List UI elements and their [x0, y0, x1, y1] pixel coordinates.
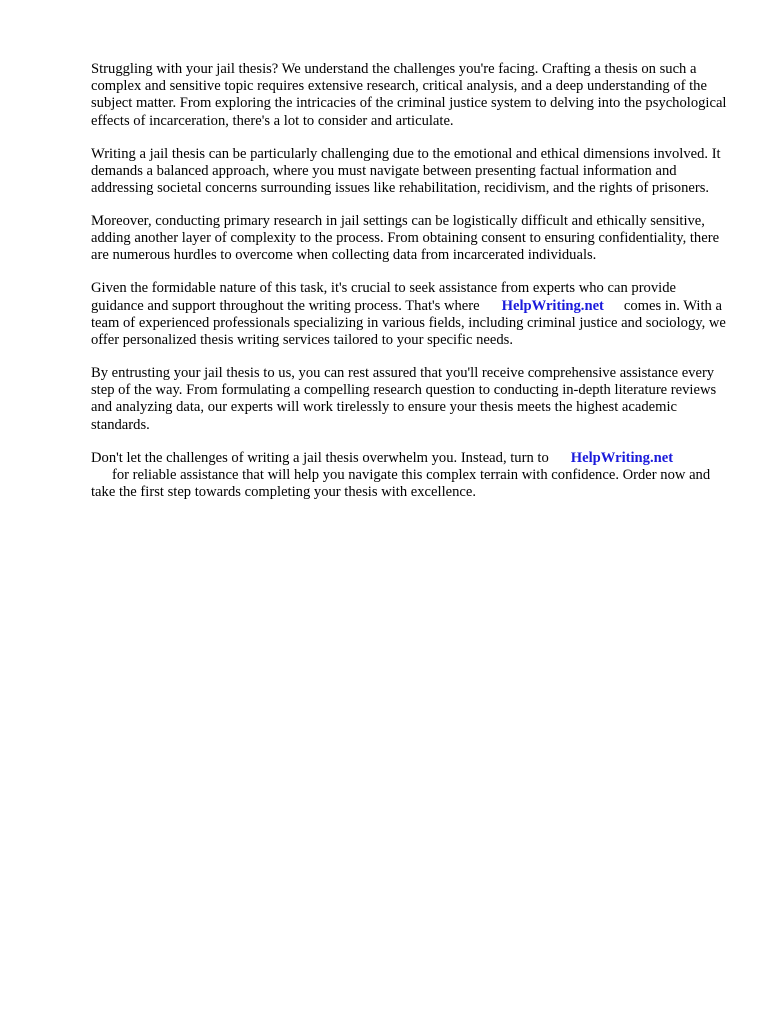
helpwriting-link-closing[interactable]: HelpWriting.net: [570, 449, 674, 466]
helpwriting-link[interactable]: HelpWriting.net: [501, 297, 604, 314]
paragraph-research: Moreover, conducting primary research in jail settings can be logistically difficult and ethically sensitive, adding another layer of complexity to the process. From obtaining consent to ensuring confidentiality, there are numerous hurdles to overcome when collecting data from incarcerated individuals.: [91, 213, 720, 264]
paragraph-intro: Struggling with your jail thesis? We understand the challenges you're facing. Crafting a thesis on such a complex and sensitive topic requires extensive research, critical analysis, and a deep understanding of the subject matter. From exploring the intricacies of the criminal justice system to delving into the psychological effects of incarceration, there's a lot to consider and articulate.: [91, 61, 727, 129]
paragraph-entrusting: By entrusting your jail thesis to us, you can rest assured that you'll receive comprehensive assistance every step of the way. From formulating a compelling research question to conducting in-depth literature reviews and analyzing data, our experts will work tirelessly to ensure your thesis meets the highest academic standards.: [91, 365, 717, 433]
paragraph-assistance-text-end: comes in. With a team of experienced professionals specializing in various fields, including criminal justice and sociology, we offer personalized thesis writing services tailored to your specific needs.: [91, 297, 726, 349]
paragraph-assistance-text-start: Given the formidable nature of this task, it's crucial to seek assistance from experts who can provide guidance and support throughout the writing process. That's where: [91, 280, 676, 314]
document-body: [91, 61, 731, 517]
paragraph-assistance: [91, 280, 731, 349]
paragraph-challenges: Writing a jail thesis can be particularly challenging due to the emotional and ethical dimensions involved. It demands a balanced approach, where you must navigate between presenting factual information and addressing societal concerns surrounding issues like rehabilitation, recidivism, and the rights of prisoners.: [91, 145, 721, 197]
paragraph-closing-text-end: for reliable assistance that will help you navigate this complex terrain with confidence. Order now and take the first step towards completing your thesis with excellence.: [91, 466, 711, 501]
paragraph-closing-text-start: Don't let the challenges of writing a jail thesis overwhelm you. Instead, turn to: [91, 449, 549, 466]
paragraph-closing: [91, 450, 731, 502]
